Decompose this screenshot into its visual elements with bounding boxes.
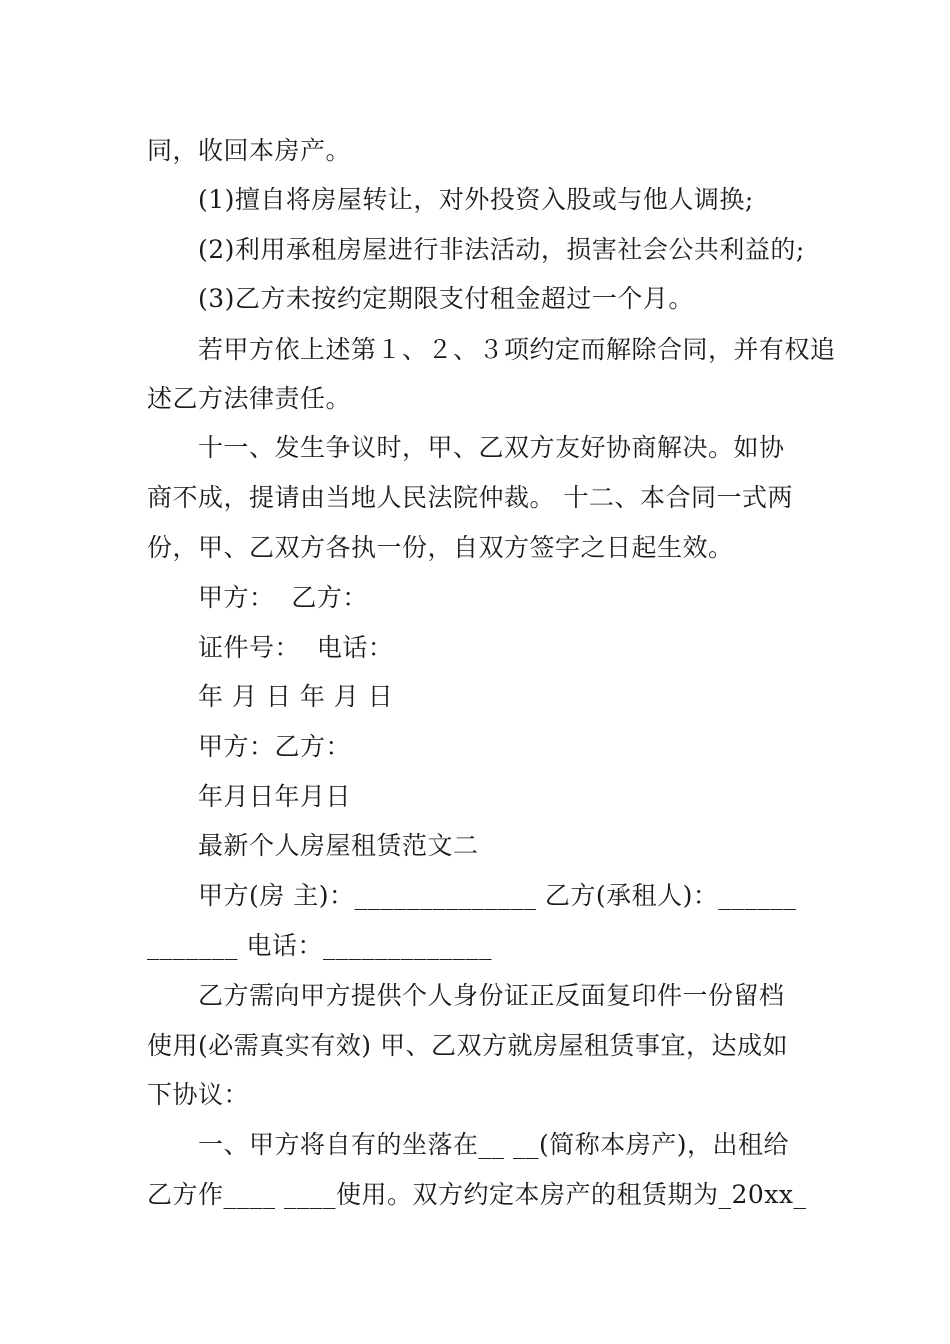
paragraph-line: 同，收回本房产。 bbox=[147, 136, 352, 165]
article-one: 一、甲方将自有的坐落在__ __(简称本房产)，出租给 bbox=[198, 1130, 789, 1159]
paragraph-line: 下协议： bbox=[147, 1080, 250, 1109]
clause-item-1: (1)擅自将房屋转让，对外投资入股或与他人调换; bbox=[198, 185, 754, 214]
paragraph-line: 述乙方法律责任。 bbox=[147, 384, 352, 413]
date-line: 年月日年月日 bbox=[198, 782, 352, 811]
party-fill-line: _______ 电话：_____________ bbox=[147, 931, 492, 960]
date-line: 年 月 日 年 月 日 bbox=[198, 682, 394, 711]
id-phone-line: 证件号： 电话： bbox=[198, 633, 394, 662]
paragraph-line: 若甲方依上述第１、２、３项约定而解除合同，并有权追 bbox=[198, 335, 836, 364]
signature-parties: 甲方：乙方： bbox=[198, 732, 352, 761]
section-title: 最新个人房屋租赁范文二 bbox=[198, 831, 479, 860]
paragraph-line: 份，甲、乙双方各执一份，自双方签字之日起生效。 bbox=[147, 533, 734, 562]
paragraph-line: 乙方作____ ____使用。双方约定本房产的租赁期为_20xx_ bbox=[147, 1180, 807, 1209]
clause-item-2: (2)利用承租房屋进行非法活动，损害社会公共利益的; bbox=[198, 235, 805, 264]
paragraph-line: 使用(必需真实有效) 甲、乙双方就房屋租赁事宜，达成如 bbox=[147, 1031, 788, 1060]
signature-parties: 甲方： 乙方： bbox=[198, 583, 368, 612]
paragraph-line: 乙方需向甲方提供个人身份证正反面复印件一份留档 bbox=[198, 981, 785, 1010]
article-eleven: 十一、发生争议时，甲、乙双方友好协商解决。如协 bbox=[198, 433, 785, 462]
paragraph-line: 商不成，提请由当地人民法院仲裁。 十二、本合同一式两 bbox=[147, 483, 793, 512]
clause-item-3: (3)乙方未按约定期限支付租金超过一个月。 bbox=[198, 284, 694, 313]
party-fill-line: 甲方(房 主)：______________ 乙方(承租人)：______ bbox=[198, 881, 797, 910]
